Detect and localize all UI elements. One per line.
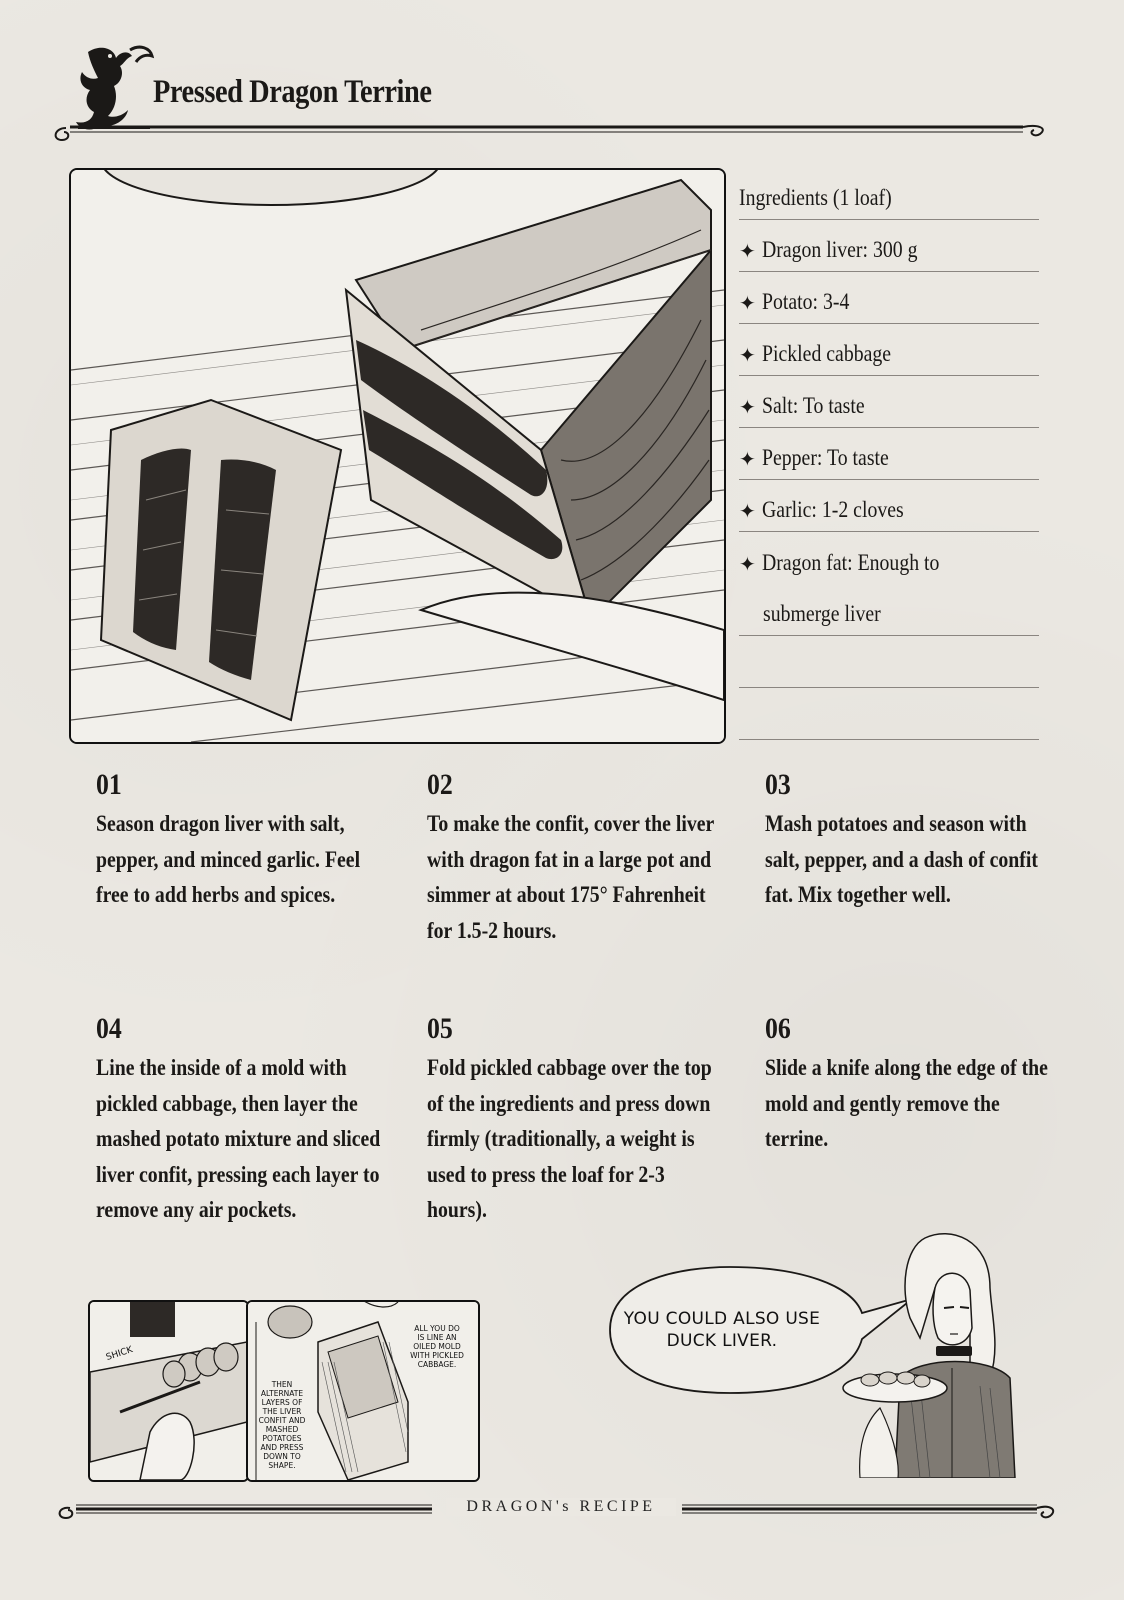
- ingredient-item: ✦ Dragon liver: 300 g: [739, 220, 1039, 272]
- blank-ruled-line: [739, 688, 1039, 740]
- caption-middle: THEN ALTERNATE LAYERS OF THE LIVER CONFIT AND MASHED POTATOES AND PRESS DOWN TO SHAPE.: [258, 1380, 306, 1470]
- step-text: Fold pickled cabbage over the top of the ingredients and press down firmly (traditionally, a weight is used to press the loaf for 2-3 hours).: [427, 1055, 712, 1223]
- step-number: 05: [427, 1012, 453, 1045]
- star-bullet-icon: ✦: [739, 395, 756, 419]
- step-number: 01: [96, 768, 122, 801]
- ingredient-item: ✦ Garlic: 1-2 cloves: [739, 480, 1039, 532]
- step-text: Mash potatoes and season with salt, pepper, and a dash of confit fat. Mix together well.: [765, 811, 1038, 908]
- step-text: Slide a knife along the edge of the mold and gently remove the terrine.: [765, 1055, 1048, 1152]
- star-bullet-icon: ✦: [739, 291, 756, 315]
- step-01: [96, 768, 396, 913]
- step-02: [427, 768, 727, 948]
- ingredients-heading: Ingredients (1 loaf): [739, 168, 1039, 220]
- step-06: [765, 1012, 1065, 1157]
- ingredient-item: ✦ Pepper: To taste: [739, 428, 1039, 480]
- star-bullet-icon: ✦: [739, 239, 756, 263]
- ingredients-list: [739, 168, 1039, 740]
- ingredient-item-continuation: submerge liver: [739, 584, 1039, 636]
- step-04: [96, 1012, 396, 1228]
- ingredient-item: ✦ Dragon fat: Enough to: [739, 550, 940, 576]
- title-divider: [48, 118, 1058, 148]
- speech-text: YOU COULD ALSO USE DUCK LIVER.: [623, 1309, 821, 1351]
- blank-ruled-line: [739, 636, 1039, 688]
- comic-panels: [88, 1300, 478, 1480]
- page-title: Pressed Dragon Terrine: [153, 74, 432, 110]
- ingredient-item: ✦ Pickled cabbage: [739, 324, 1039, 376]
- comic-panel-slicing: [88, 1300, 249, 1482]
- step-number: 04: [96, 1012, 122, 1045]
- comic-panel-mold: [246, 1300, 480, 1482]
- sfx-text: SHICK: [104, 1345, 135, 1364]
- step-number: 02: [427, 768, 453, 801]
- footer-label: DRAGON's RECIPE: [446, 1498, 676, 1516]
- character-illustration: [840, 1228, 1020, 1478]
- ingredient-item: ✦ Potato: 3-4: [739, 272, 1039, 324]
- caption-right: ALL YOU DO IS LINE AN OILED MOLD WITH PICKLED CABBAGE.: [410, 1324, 464, 1369]
- ingredient-item: ✦ Salt: To taste: [739, 376, 1039, 428]
- step-05: [427, 1012, 727, 1228]
- step-number: 06: [765, 1012, 791, 1045]
- star-bullet-icon: ✦: [739, 552, 756, 576]
- step-text: Season dragon liver with salt, pepper, and minced garlic. Feel free to add herbs and spices.: [96, 811, 361, 908]
- star-bullet-icon: ✦: [739, 447, 756, 471]
- step-03: [765, 768, 1065, 913]
- step-text: Line the inside of a mold with pickled cabbage, then layer the mashed potato mixture and sliced liver confit, pressing each layer to remove any air pockets.: [96, 1055, 381, 1223]
- terrine-illustration: [69, 168, 726, 744]
- star-bullet-icon: ✦: [739, 343, 756, 367]
- step-number: 03: [765, 768, 791, 801]
- star-bullet-icon: ✦: [739, 499, 756, 523]
- step-text: To make the confit, cover the liver with dragon fat in a large pot and simmer at about 175° Fahrenheit for 1.5-2 hours.: [427, 811, 714, 943]
